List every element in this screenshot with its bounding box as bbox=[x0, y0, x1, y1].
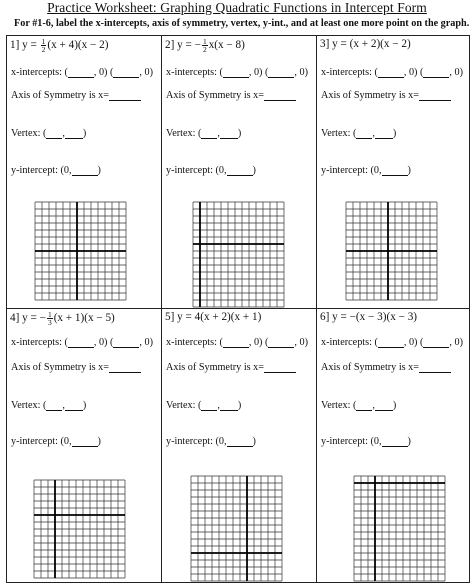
equation-text: x(x − 8) bbox=[208, 39, 245, 52]
label: Vertex: ( bbox=[11, 128, 47, 139]
fraction bbox=[47, 311, 53, 326]
label: ) bbox=[237, 400, 242, 411]
fraction-denominator: 3 bbox=[47, 318, 52, 327]
label: x-intercepts: ( bbox=[166, 337, 223, 348]
label: Axis of Symmetry is x= bbox=[11, 362, 109, 373]
vertex-y-blank[interactable] bbox=[65, 400, 83, 411]
problem-number: 1] bbox=[10, 39, 20, 52]
label: x-intercepts: ( bbox=[166, 67, 223, 78]
equation-text: y = bbox=[22, 39, 40, 52]
equation-text: y = − bbox=[22, 312, 46, 325]
problem-equation bbox=[165, 38, 245, 53]
problem-equation bbox=[10, 311, 115, 326]
label: ) bbox=[82, 128, 87, 139]
x-intercept-1-blank[interactable] bbox=[378, 337, 404, 348]
label: ) bbox=[97, 165, 101, 176]
vertex-line bbox=[321, 128, 396, 139]
axis-blank[interactable] bbox=[264, 90, 296, 101]
x-intercept-1-blank[interactable] bbox=[223, 337, 249, 348]
axis-blank[interactable] bbox=[264, 362, 296, 373]
axis-blank[interactable] bbox=[419, 362, 451, 373]
vertex-y-blank[interactable] bbox=[375, 128, 393, 139]
coordinate-grid[interactable] bbox=[345, 201, 438, 301]
problem-4 bbox=[7, 309, 162, 582]
label: Axis of Symmetry is x= bbox=[321, 90, 419, 101]
label: , 0) bbox=[294, 67, 308, 78]
problem-equation bbox=[320, 311, 417, 323]
label: x-intercepts: ( bbox=[11, 337, 68, 348]
y-intercept-line bbox=[321, 165, 411, 176]
label: y-intercept: (0, bbox=[166, 165, 227, 176]
problem-equation bbox=[165, 311, 261, 323]
axis-of-symmetry-line bbox=[321, 362, 451, 373]
x-intercepts-line bbox=[11, 67, 153, 78]
vertex-x-blank[interactable] bbox=[46, 400, 62, 411]
axis-of-symmetry-line bbox=[166, 362, 296, 373]
problem-number: 3] bbox=[320, 38, 330, 50]
y-intercept-line bbox=[11, 436, 101, 447]
label: ) bbox=[97, 436, 101, 447]
label: , bbox=[372, 128, 375, 139]
axis-of-symmetry-line bbox=[321, 90, 451, 101]
problem-equation bbox=[10, 38, 108, 53]
vertex-line bbox=[11, 400, 86, 411]
vertex-y-blank[interactable] bbox=[220, 128, 238, 139]
label: , bbox=[217, 128, 220, 139]
label: , bbox=[217, 400, 220, 411]
label: , 0) ( bbox=[93, 67, 114, 78]
x-intercepts-line bbox=[166, 67, 308, 78]
label: ) bbox=[82, 400, 87, 411]
y-intercept-blank[interactable] bbox=[72, 436, 98, 447]
problem-1 bbox=[7, 36, 162, 309]
label: , 0) ( bbox=[403, 67, 424, 78]
equation-text: (x + 1)(x − 5) bbox=[53, 312, 115, 325]
axis-blank[interactable] bbox=[109, 90, 141, 101]
label: , 0) bbox=[139, 67, 153, 78]
problem-number: 4] bbox=[10, 312, 20, 325]
label: y-intercept: (0, bbox=[11, 165, 72, 176]
vertex-x-blank[interactable] bbox=[356, 128, 372, 139]
problem-number: 6] bbox=[320, 311, 330, 323]
label: , 0) ( bbox=[93, 337, 114, 348]
fraction bbox=[202, 38, 208, 53]
label: ) bbox=[392, 400, 397, 411]
label: Vertex: ( bbox=[11, 400, 47, 411]
label: Axis of Symmetry is x= bbox=[166, 90, 264, 101]
coordinate-grid[interactable] bbox=[353, 475, 446, 582]
label: Vertex: ( bbox=[166, 128, 202, 139]
x-intercept-2-blank[interactable] bbox=[113, 337, 139, 348]
x-intercept-2-blank[interactable] bbox=[268, 337, 294, 348]
problem-5 bbox=[162, 309, 317, 582]
label: , 0) bbox=[294, 337, 308, 348]
y-intercept-blank[interactable] bbox=[227, 165, 253, 176]
label: , 0) bbox=[139, 337, 153, 348]
y-intercept-line bbox=[166, 165, 256, 176]
equation-text: y = (x + 2)(x − 2) bbox=[332, 38, 411, 50]
fraction-denominator: 2 bbox=[202, 45, 207, 54]
coordinate-grid[interactable] bbox=[192, 201, 285, 308]
label: y-intercept: (0, bbox=[321, 165, 382, 176]
problem-2 bbox=[162, 36, 317, 309]
label: , 0) bbox=[449, 337, 463, 348]
x-intercept-2-blank[interactable] bbox=[113, 67, 139, 78]
label: y-intercept: (0, bbox=[166, 436, 227, 447]
label: ) bbox=[252, 165, 256, 176]
label: Vertex: ( bbox=[321, 128, 357, 139]
vertex-x-blank[interactable] bbox=[46, 128, 62, 139]
label: x-intercepts: ( bbox=[321, 67, 378, 78]
x-intercept-2-blank[interactable] bbox=[268, 67, 294, 78]
y-intercept-blank[interactable] bbox=[72, 165, 98, 176]
label: ) bbox=[252, 436, 256, 447]
label: y-intercept: (0, bbox=[11, 436, 72, 447]
grid-svg bbox=[190, 475, 283, 582]
axis-blank[interactable] bbox=[109, 362, 141, 373]
label: , 0) ( bbox=[248, 67, 269, 78]
x-intercept-1-blank[interactable] bbox=[378, 67, 404, 78]
label: , bbox=[372, 400, 375, 411]
label: , bbox=[62, 400, 65, 411]
y-intercept-blank[interactable] bbox=[382, 436, 408, 447]
fraction-numerator: 1 bbox=[47, 310, 52, 319]
label: ) bbox=[392, 128, 397, 139]
x-intercepts-line bbox=[11, 337, 153, 348]
equation-text: y = −(x − 3)(x − 3) bbox=[332, 311, 418, 323]
label: Vertex: ( bbox=[166, 400, 202, 411]
vertex-x-blank[interactable] bbox=[356, 400, 372, 411]
x-intercepts-line bbox=[321, 67, 463, 78]
grid-svg bbox=[34, 201, 127, 301]
x-intercept-2-blank[interactable] bbox=[423, 337, 449, 348]
problem-number: 2] bbox=[165, 39, 175, 52]
coordinate-grid[interactable] bbox=[190, 475, 283, 582]
x-intercepts-line bbox=[321, 337, 463, 348]
label: , 0) bbox=[449, 67, 463, 78]
label: ) bbox=[237, 128, 242, 139]
problem-number: 5] bbox=[165, 311, 175, 323]
grid-svg bbox=[33, 479, 126, 579]
label: , bbox=[62, 128, 65, 139]
problem-6 bbox=[317, 309, 469, 582]
label: x-intercepts: ( bbox=[11, 67, 68, 78]
grid-svg bbox=[353, 475, 446, 582]
grid-svg bbox=[345, 201, 438, 301]
coordinate-grid[interactable] bbox=[33, 479, 126, 579]
worksheet-title: Practice Worksheet: Graphing Quadratic Functions in Intercept Form bbox=[47, 0, 427, 15]
vertex-line bbox=[166, 128, 241, 139]
axis-blank[interactable] bbox=[419, 90, 451, 101]
label: Axis of Symmetry is x= bbox=[166, 362, 264, 373]
y-intercept-line bbox=[11, 165, 101, 176]
fraction bbox=[41, 38, 47, 53]
label: Vertex: ( bbox=[321, 400, 357, 411]
vertex-y-blank[interactable] bbox=[65, 128, 83, 139]
label: Axis of Symmetry is x= bbox=[11, 90, 109, 101]
y-intercept-line bbox=[321, 436, 411, 447]
y-intercept-line bbox=[166, 436, 256, 447]
y-intercept-blank[interactable] bbox=[382, 165, 408, 176]
coordinate-grid[interactable] bbox=[34, 201, 127, 301]
vertex-line bbox=[11, 128, 86, 139]
label: , 0) ( bbox=[403, 337, 424, 348]
x-intercept-1-blank[interactable] bbox=[68, 337, 94, 348]
axis-of-symmetry-line bbox=[11, 90, 141, 101]
equation-text: (x + 4)(x − 2) bbox=[47, 39, 109, 52]
x-intercept-1-blank[interactable] bbox=[68, 67, 94, 78]
vertex-line bbox=[321, 400, 396, 411]
worksheet-grid bbox=[6, 35, 470, 583]
grid-svg bbox=[192, 201, 285, 308]
problem-equation bbox=[320, 38, 411, 50]
instructions: For #1-6, label the x-intercepts, axis of symmetry, vertex, y-int., and at least one more point on the graph. bbox=[14, 18, 470, 29]
vertex-x-blank[interactable] bbox=[201, 400, 217, 411]
label: x-intercepts: ( bbox=[321, 337, 378, 348]
label: ) bbox=[407, 165, 411, 176]
vertex-x-blank[interactable] bbox=[201, 128, 217, 139]
label: Axis of Symmetry is x= bbox=[321, 362, 419, 373]
fraction-numerator: 1 bbox=[202, 37, 207, 46]
label: ) bbox=[407, 436, 411, 447]
axis-of-symmetry-line bbox=[166, 90, 296, 101]
fraction-numerator: 1 bbox=[41, 37, 46, 46]
x-intercept-2-blank[interactable] bbox=[423, 67, 449, 78]
axis-of-symmetry-line bbox=[11, 362, 141, 373]
label: y-intercept: (0, bbox=[321, 436, 382, 447]
equation-text: y = − bbox=[177, 39, 201, 52]
x-intercept-1-blank[interactable] bbox=[223, 67, 249, 78]
x-intercepts-line bbox=[166, 337, 308, 348]
y-intercept-blank[interactable] bbox=[227, 436, 253, 447]
fraction-denominator: 2 bbox=[41, 45, 46, 54]
label: , 0) ( bbox=[248, 337, 269, 348]
problem-3 bbox=[317, 36, 469, 309]
vertex-y-blank[interactable] bbox=[375, 400, 393, 411]
vertex-y-blank[interactable] bbox=[220, 400, 238, 411]
equation-text: y = 4(x + 2)(x + 1) bbox=[177, 311, 262, 323]
vertex-line bbox=[166, 400, 241, 411]
